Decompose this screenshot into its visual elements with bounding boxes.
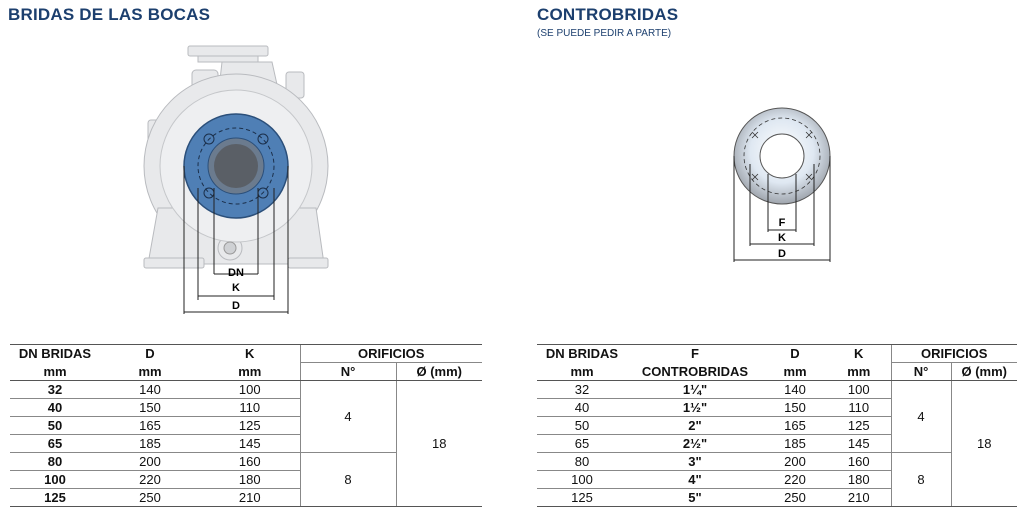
cell-f: 1½": [627, 399, 763, 417]
cell-f: 4": [627, 471, 763, 489]
subheader-n: N°: [300, 363, 396, 381]
cell-d: 165: [100, 417, 200, 435]
cell-d: 185: [100, 435, 200, 453]
left-title: BRIDAS DE LAS BOCAS: [8, 5, 211, 24]
cell-k: 210: [827, 489, 891, 507]
cell-dn: 65: [10, 435, 100, 453]
cell-d: 250: [763, 489, 827, 507]
subheader-dn: mm: [537, 363, 627, 381]
cell-dn: 40: [537, 399, 627, 417]
header-dn: DN BRIDAS: [10, 345, 100, 363]
subheader-k: mm: [827, 363, 891, 381]
label-d: D: [232, 300, 240, 312]
cell-k: 100: [200, 381, 300, 399]
cell-k: 160: [200, 453, 300, 471]
cell-d: 185: [763, 435, 827, 453]
header-k: K: [827, 345, 891, 363]
cell-f: 2½": [627, 435, 763, 453]
label-f: F: [778, 217, 786, 229]
right-subtitle: (SE PUEDE PEDIR A PARTE): [537, 28, 672, 39]
cell-d: 200: [100, 453, 200, 471]
cell-dn: 100: [537, 471, 627, 489]
cell-diam: 18: [396, 381, 482, 507]
cell-dn: 125: [10, 489, 100, 507]
header-k: K: [200, 345, 300, 363]
label-k: K: [778, 232, 786, 244]
cell-d: 220: [100, 471, 200, 489]
cell-k: 125: [827, 417, 891, 435]
cell-dn: 50: [537, 417, 627, 435]
cell-k: 180: [827, 471, 891, 489]
cell-k: 110: [827, 399, 891, 417]
cell-d: 250: [100, 489, 200, 507]
cell-k: 125: [200, 417, 300, 435]
cell-k: 180: [200, 471, 300, 489]
cell-dn: 80: [10, 453, 100, 471]
cell-dn: 32: [537, 381, 627, 399]
cell-n-group2: 8: [891, 453, 951, 507]
label-dn: DN: [228, 267, 244, 279]
right-counterflange-table: [537, 344, 1017, 507]
cell-d: 150: [100, 399, 200, 417]
cell-diam: 18: [951, 381, 1017, 507]
cell-f: 1¼": [627, 381, 763, 399]
cell-f: 5": [627, 489, 763, 507]
header-f: F: [627, 345, 763, 363]
right-title: CONTROBRIDAS: [537, 5, 679, 24]
subheader-d: mm: [763, 363, 827, 381]
label-d: D: [778, 248, 786, 260]
cell-n-group1: 4: [300, 381, 396, 453]
header-d: D: [763, 345, 827, 363]
cell-k: 110: [200, 399, 300, 417]
left-flange-table: [10, 344, 482, 507]
subheader-diam: Ø (mm): [396, 363, 482, 381]
cell-n-group2: 8: [300, 453, 396, 507]
cell-dn: 50: [10, 417, 100, 435]
label-k: K: [232, 282, 240, 294]
cell-k: 210: [200, 489, 300, 507]
subheader-k: mm: [200, 363, 300, 381]
cell-dn: 80: [537, 453, 627, 471]
cell-dn: 40: [10, 399, 100, 417]
cell-f: 2": [627, 417, 763, 435]
subheader-n: N°: [891, 363, 951, 381]
table-row: [537, 453, 1017, 471]
pump-flange-diagram: [140, 38, 380, 338]
cell-dn: 100: [10, 471, 100, 489]
header-orificios: ORIFICIOS: [891, 345, 1017, 363]
subheader-f: CONTROBRIDAS: [627, 363, 763, 381]
cell-d: 220: [763, 471, 827, 489]
subheader-diam: Ø (mm): [951, 363, 1017, 381]
cell-d: 140: [100, 381, 200, 399]
cell-k: 160: [827, 453, 891, 471]
header-dn: DN BRIDAS: [537, 345, 627, 363]
cell-dn: 125: [537, 489, 627, 507]
cell-k: 145: [827, 435, 891, 453]
subheader-d: mm: [100, 363, 200, 381]
cell-dn: 65: [537, 435, 627, 453]
header-orificios: ORIFICIOS: [300, 345, 482, 363]
cell-d: 165: [763, 417, 827, 435]
cell-n-group1: 4: [891, 381, 951, 453]
cell-k: 145: [200, 435, 300, 453]
cell-d: 150: [763, 399, 827, 417]
cell-d: 200: [763, 453, 827, 471]
table-row: [537, 381, 1017, 399]
cell-k: 100: [827, 381, 891, 399]
cell-f: 3": [627, 453, 763, 471]
counter-flange-diagram: [722, 104, 842, 274]
subheader-dn: mm: [10, 363, 100, 381]
header-d: D: [100, 345, 200, 363]
cell-d: 140: [763, 381, 827, 399]
cell-dn: 32: [10, 381, 100, 399]
table-row: [10, 381, 482, 399]
